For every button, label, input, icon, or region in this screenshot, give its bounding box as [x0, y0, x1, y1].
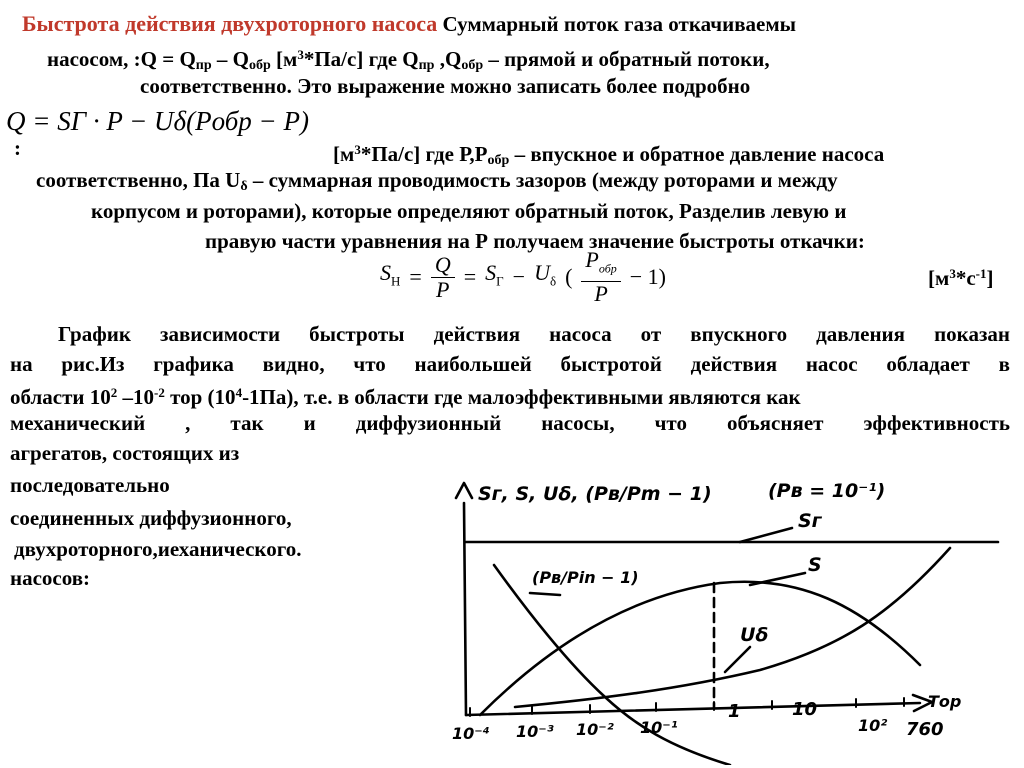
text-fragment: [м — [333, 142, 355, 166]
formula-lhs — [380, 261, 400, 293]
superscript: 4 — [235, 385, 243, 400]
denominator: P — [594, 280, 608, 306]
para1-line3: соответственно. Это выражение можно записать более подробно — [140, 74, 751, 98]
formula-speed — [380, 247, 666, 307]
tick-label: 760 — [906, 719, 944, 740]
colon: : — [14, 136, 21, 160]
formula-sg — [485, 261, 504, 293]
text-fragment: [м — [928, 266, 950, 290]
leader-ratio — [530, 593, 560, 595]
text-fragment: -1Па), т.е. в области где малоэффективными являются как — [242, 385, 801, 409]
fraction-q-p — [431, 253, 455, 302]
y-axis — [464, 503, 466, 715]
y-axis-arrow — [456, 483, 472, 498]
curve-s — [480, 582, 920, 715]
subscript: обр — [248, 58, 271, 73]
superscript: 3 — [297, 47, 304, 62]
text-fragment: [м — [270, 47, 298, 71]
subscript: пр — [195, 58, 212, 73]
tick-label: 10⁻⁴ — [452, 724, 490, 743]
para3-line1 — [10, 322, 1010, 346]
label-u: Uδ — [740, 624, 769, 646]
numerator: Q — [431, 253, 455, 278]
text-fragment: – Q — [211, 47, 249, 71]
para3-line4: механический , так и диффузионный насосы, что объясняет эффективность — [10, 411, 1010, 435]
formula-flow: Q = SГ · P − Uδ(Pобр − P) — [6, 106, 310, 136]
subscript: обр — [598, 261, 617, 276]
subscript: Н — [391, 273, 401, 289]
tick-label: 10⁻² — [576, 720, 614, 739]
superscript: 3 — [354, 142, 361, 157]
superscript: -2 — [154, 385, 165, 400]
tick-label: 10⁻¹ — [640, 718, 678, 737]
fraction-pobr-p — [581, 248, 620, 305]
text-fragment: *Па/с] где Р,Р — [360, 142, 488, 166]
text-fragment: насосом, :Q = Q — [47, 47, 196, 71]
subscript: обр — [487, 153, 510, 168]
para3-line3 — [10, 381, 801, 409]
label-s: S — [808, 554, 822, 576]
numerator — [581, 248, 620, 281]
text-fragment: ] — [986, 266, 994, 290]
para1-line1-rest: Суммарный поток газа откачиваемы — [442, 12, 797, 36]
subscript: δ — [240, 179, 248, 194]
text-fragment: – суммарная проводимость зазоров (между роторами и между — [247, 168, 838, 192]
formula-u — [534, 261, 556, 293]
superscript: -1 — [975, 266, 987, 281]
formula-tail: − 1) — [629, 264, 666, 289]
unit-label — [928, 262, 993, 290]
text-fragment: – впускное и обратное давление насоса — [509, 142, 885, 166]
symbol: S — [485, 259, 497, 285]
leader-u — [725, 647, 750, 672]
paren: ( — [565, 264, 573, 289]
yaxis-label: Sг, S, Uδ, (Pв/Pm − 1) — [478, 483, 712, 505]
superscript: 2 — [110, 385, 118, 400]
x-unit: Тор — [928, 692, 962, 711]
subscript: δ — [549, 273, 557, 289]
para2-line4: правую части уравнения на Р получаем значение быстроты откачки: — [205, 229, 865, 253]
para1-line1 — [22, 12, 796, 36]
tick-label: 10 — [792, 699, 818, 720]
text-fragment: тор (10 — [164, 385, 236, 409]
symbol: P — [585, 247, 599, 273]
text-fragment: –10 — [117, 385, 154, 409]
page-title: Быстрота действия двухроторного насоса — [22, 11, 438, 36]
superscript: 3 — [949, 266, 956, 281]
equals-sign: = — [409, 264, 422, 289]
text-fragment: соответственно, Па U — [36, 168, 241, 192]
tick-label: 10⁻³ — [516, 722, 554, 741]
para2-line3: корпусом и роторами), которые определяют обратный поток, Разделив левую и — [91, 199, 847, 223]
para3-line9: насосов: — [10, 566, 91, 590]
text-fragment: – прямой и обратный потоки, — [483, 47, 770, 71]
para2-line2 — [36, 168, 838, 199]
equals-sign: = — [463, 264, 477, 289]
tick-label: 1 — [728, 701, 741, 722]
condition-label: (Pв = 10⁻¹) — [768, 480, 886, 502]
label-sg: Sг — [798, 510, 822, 532]
text-fragment: *с — [955, 266, 976, 290]
para3-line7: соединенных диффузионного, — [10, 506, 292, 530]
subscript: Г — [496, 273, 504, 289]
text-fragment: ,Q — [434, 47, 462, 71]
text-fragment: *Па/с] где Q — [303, 47, 419, 71]
para1-line2 — [47, 43, 770, 78]
symbol: U — [534, 259, 550, 285]
para3-line5: агрегатов, состоящих из — [10, 441, 240, 465]
symbol: S — [380, 259, 391, 285]
minus-sign: − — [512, 264, 526, 289]
subscript: пр — [418, 58, 435, 73]
leader-sg — [740, 528, 792, 542]
para3-line6: последовательно — [10, 473, 170, 497]
denominator: P — [436, 276, 450, 302]
subscript: обр — [461, 58, 484, 73]
tick-label: 10² — [858, 716, 888, 735]
pump-speed-figure — [420, 465, 1010, 765]
para3-line2: на рис.Из графика видно, что наибольшей быстротой действия насос обладает в — [10, 352, 1010, 376]
para3-line8: двухроторного,иеханического. — [14, 537, 302, 561]
text-fragment: области 10 — [10, 385, 111, 409]
text-fragment: График зависимости быстроты действия насоса от впускного давления показан — [58, 322, 1010, 346]
label-ratio: (Pв/Pin − 1) — [532, 568, 639, 587]
